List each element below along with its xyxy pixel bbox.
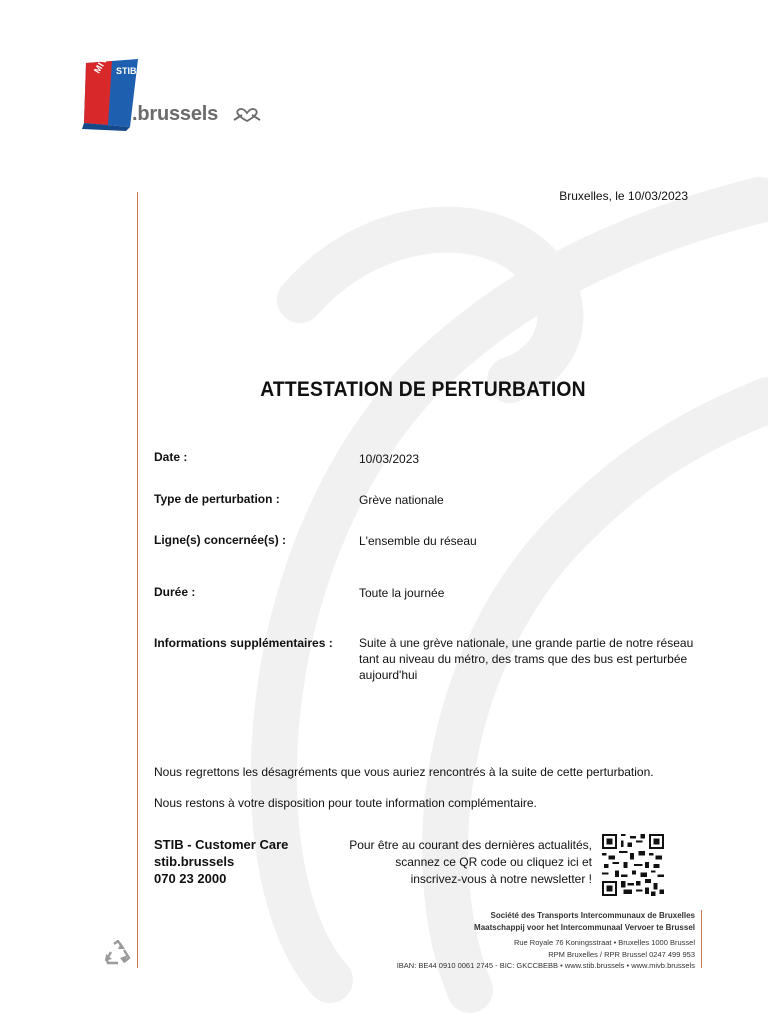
disposition-paragraph: Nous restons à votre disposition pour toute information complémentaire. xyxy=(154,796,537,810)
field-label-duration: Durée : xyxy=(154,585,196,599)
field-label-info: Informations supplémentaires : xyxy=(154,636,333,650)
logo-stib-text: STIB xyxy=(116,66,137,76)
qr-code-icon[interactable] xyxy=(600,834,666,896)
logo-mivb-text: MIVB xyxy=(92,48,113,75)
field-value-duration: Toute la journée xyxy=(359,586,445,600)
field-value-info: Suite à une grève nationale, une grande partie de notre réseau tant au niveau du métro, des trams que des bus est perturbée aujourd'hui xyxy=(359,636,694,682)
recycle-icon xyxy=(104,940,132,966)
footer-company-nl: Maatschappij voor het Intercommunaal Vervoer te Brussel xyxy=(474,922,695,932)
footer-rule xyxy=(701,910,702,968)
field-value-lines: L'ensemble du réseau xyxy=(359,534,477,548)
newsletter-line-1: Pour être au courant des dernières actualités, xyxy=(349,838,592,852)
field-value-type: Grève nationale xyxy=(359,493,444,507)
footer-bank: IBAN: BE44 0910 0061 2745 - BIC: GKCCBEBB • www.stib.brussels • www.mivb.brussels xyxy=(396,961,695,970)
place-date: Bruxelles, le 10/03/2023 xyxy=(559,189,688,203)
newsletter-line-2[interactable]: scannez ce QR code ou cliquez ici et xyxy=(395,855,592,869)
newsletter-text xyxy=(332,837,592,888)
company-footer xyxy=(295,910,695,972)
customer-care-phone: 070 23 2000 xyxy=(154,871,227,886)
heart-icon xyxy=(232,107,262,123)
field-label-type: Type de perturbation : xyxy=(154,492,280,506)
customer-care-name: STIB - Customer Care xyxy=(154,837,289,852)
footer-company-fr: Société des Transports Intercommunaux de Bruxelles xyxy=(490,911,695,920)
footer-address: Rue Royale 76 Koningsstraat • Bruxelles 1000 Brussel xyxy=(513,938,695,947)
field-label-lines: Ligne(s) concernée(s) : xyxy=(154,533,287,547)
regret-paragraph: Nous regrettons les désagréments que vous auriez rencontrés à la suite de cette perturbation. xyxy=(154,765,654,779)
left-margin-rule xyxy=(137,192,138,968)
field-label-date: Date : xyxy=(154,450,188,464)
newsletter-line-3: inscrivez-vous à notre newsletter ! xyxy=(410,872,592,886)
field-value-date: 10/03/2023 xyxy=(359,452,420,466)
footer-rpm: RPM Bruxelles / RPR Brussel 0247 499 953 xyxy=(548,949,695,959)
page-title: ATTESTATION DE PERTURBATION xyxy=(260,378,586,401)
customer-care-website[interactable]: stib.brussels xyxy=(154,854,235,869)
logo-brussels-text: .brussels xyxy=(132,103,219,125)
